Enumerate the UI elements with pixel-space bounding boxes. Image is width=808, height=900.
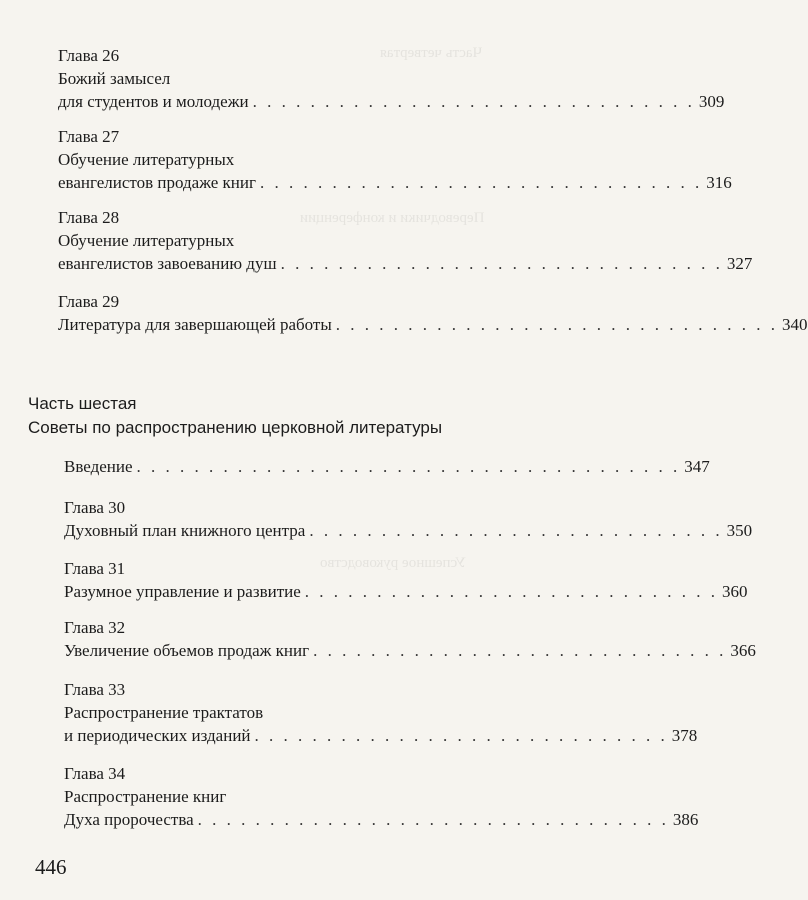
part-label: Часть шестая: [28, 394, 137, 413]
dot-leader: . . . . . . . . . . . . . . . . . . . . . . . . . . . . . . . . .: [197, 810, 669, 829]
bleed-through-text: Часть четвертая: [380, 45, 483, 61]
chapter-number: Глава 29: [58, 292, 120, 311]
chapter-number: Глава 31: [64, 559, 126, 578]
entry-title-line: Обучение литературных: [58, 231, 235, 250]
page-number: 386: [672, 810, 699, 829]
entry-last-line: [64, 455, 710, 478]
entry-last-line: [64, 580, 748, 603]
folio-page-number: 446: [35, 855, 67, 879]
entry-title-last: евангелистов завоеванию душ: [58, 254, 277, 273]
dot-leader: . . . . . . . . . . . . . . . . . . . . . . . . . . . . .: [309, 521, 723, 540]
toc-entry[interactable]: [58, 206, 753, 275]
entry-title-line: Божий замысел: [58, 69, 171, 88]
entry-title-last: Литература для завершающей работы: [58, 315, 332, 334]
entry-title-last: Введение: [64, 457, 133, 476]
chapter-number: Глава 26: [58, 46, 120, 65]
toc-entry[interactable]: [58, 44, 725, 113]
entry-title-last: евангелистов продаже книг: [58, 173, 256, 192]
dot-leader: . . . . . . . . . . . . . . . . . . . . . . . . . . . . .: [254, 726, 668, 745]
toc-entry[interactable]: [64, 678, 698, 747]
chapter-number: Глава 30: [64, 498, 126, 517]
toc-entry[interactable]: [64, 455, 710, 478]
page-number: 378: [671, 726, 698, 745]
entry-last-line: [64, 519, 753, 542]
toc-entry[interactable]: [64, 762, 699, 831]
entry-last-line: [58, 252, 753, 275]
bleed-through-text: Переводчики и конференции: [300, 210, 485, 226]
dot-leader: . . . . . . . . . . . . . . . . . . . . . . . . . . . . . . .: [335, 315, 779, 334]
dot-leader: . . . . . . . . . . . . . . . . . . . . . . . . . . . . .: [304, 582, 719, 601]
chapter-number: Глава 27: [58, 127, 120, 146]
page-number: 350: [726, 521, 753, 540]
dot-leader: . . . . . . . . . . . . . . . . . . . . . . . . . . . . . . .: [259, 173, 703, 192]
chapter-number: Глава 32: [64, 618, 126, 637]
dot-leader: . . . . . . . . . . . . . . . . . . . . . . . . . . . . . . .: [252, 92, 695, 111]
entry-last-line: [64, 724, 698, 747]
toc-entry[interactable]: [64, 496, 753, 542]
entry-last-line: [64, 639, 756, 662]
entry-title-last: Духовный план книжного центра: [64, 521, 306, 540]
page-number: 360: [722, 582, 748, 601]
page-number: 309: [698, 92, 725, 111]
page-number: 366: [730, 641, 756, 660]
page-number: 340: [782, 315, 808, 334]
toc-entry[interactable]: [64, 616, 756, 662]
part-title: Советы по распространению церковной литературы: [28, 418, 443, 437]
entry-title-last: Увеличение объемов продаж книг: [64, 641, 310, 660]
chapter-number: Глава 34: [64, 764, 126, 783]
entry-last-line: [58, 90, 725, 113]
entry-last-line: [58, 313, 808, 336]
bleed-through-text: Успешное руководство: [320, 555, 467, 571]
toc-entry[interactable]: [58, 125, 732, 194]
chapter-number: Глава 28: [58, 208, 120, 227]
entry-title-line: Распространение трактатов: [64, 703, 264, 722]
entry-title-line: Распространение книг: [64, 787, 227, 806]
dot-leader: . . . . . . . . . . . . . . . . . . . . . . . . . . . . . . .: [280, 254, 723, 273]
entry-title-last: Разумное управление и развитие: [64, 582, 301, 601]
page-number: 327: [726, 254, 753, 273]
toc-entry[interactable]: [64, 557, 748, 603]
entry-title-last: Духа пророчества: [64, 810, 194, 829]
toc-entry[interactable]: [58, 290, 808, 336]
entry-last-line: [58, 171, 732, 194]
dot-leader: . . . . . . . . . . . . . . . . . . . . . . . . . . . . . . . . . . . . . .: [136, 457, 681, 476]
page-number: 347: [684, 457, 710, 476]
page-number: 316: [706, 173, 732, 192]
entry-title-last: и периодических изданий: [64, 726, 251, 745]
entry-title-line: Обучение литературных: [58, 150, 235, 169]
chapter-number: Глава 33: [64, 680, 126, 699]
dot-leader: . . . . . . . . . . . . . . . . . . . . . . . . . . . . .: [313, 641, 727, 660]
entry-title-last: для студентов и молодежи: [58, 92, 249, 111]
entry-last-line: [64, 808, 699, 831]
